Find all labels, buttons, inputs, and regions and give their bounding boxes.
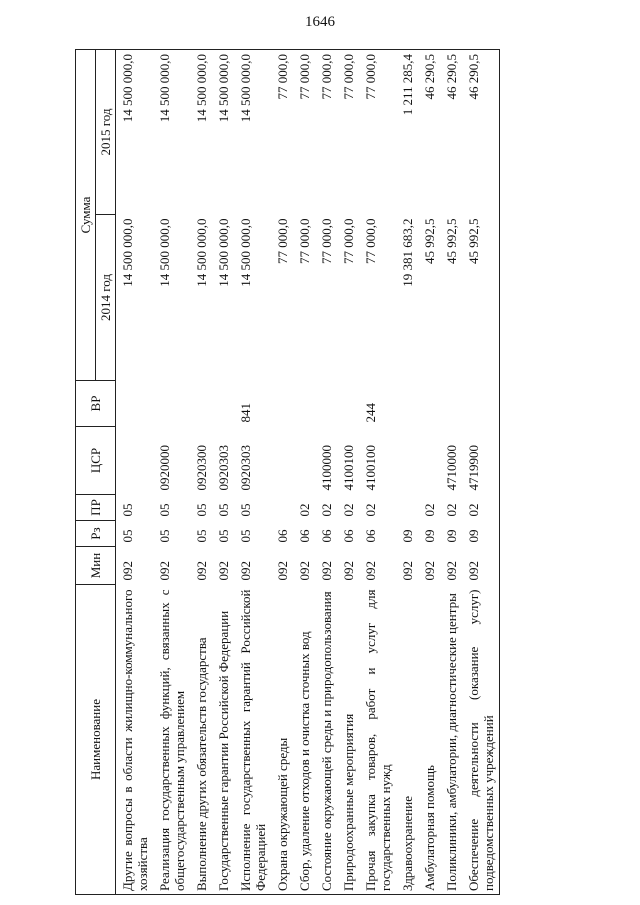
row-sum-2015: 46 290,5	[462, 50, 500, 215]
header-vr: ВР	[76, 381, 116, 427]
row-rz: 06	[363, 529, 378, 543]
row-min: 092	[422, 561, 437, 581]
row-pr: 02	[363, 503, 378, 517]
row-rz: 05	[216, 529, 231, 543]
table-body	[116, 50, 500, 895]
table-row	[190, 50, 212, 895]
row-sum-2014: 14 500 000,0	[194, 218, 209, 287]
row-pr: 02	[319, 503, 334, 517]
row-pr: 02	[422, 503, 437, 517]
table-row	[293, 50, 315, 895]
row-sum-2014: 14 500 000,0	[216, 218, 231, 287]
row-pr: 05	[120, 503, 135, 517]
row-sum-2014: 45 992,5	[462, 215, 500, 381]
row-pr: 02	[297, 503, 312, 517]
row-name: Поликлиники, амбулатории, диагностические центры	[440, 585, 462, 895]
table-row	[359, 50, 396, 895]
row-rz: 05	[194, 529, 209, 543]
row-vr	[293, 381, 315, 427]
row-name: Здравоохранение	[396, 585, 418, 895]
table-row	[418, 50, 440, 895]
row-rz: 05	[238, 529, 253, 543]
row-csr: 0920000	[157, 445, 172, 491]
row-sum-2014: 14 500 000,0	[157, 218, 172, 287]
header-csr: ЦСР	[76, 427, 116, 495]
row-vr	[315, 381, 337, 427]
row-pr: 05	[157, 503, 172, 517]
row-sum-2014: 77 000,0	[319, 218, 334, 264]
row-min: 092	[120, 561, 135, 581]
row-sum-2014: 77 000,0	[297, 218, 312, 264]
row-pr	[271, 495, 293, 521]
table-row	[462, 50, 500, 895]
row-rz: 06	[297, 529, 312, 543]
table-row	[116, 50, 154, 895]
row-min: 092	[194, 561, 209, 581]
budget-table-sheet	[75, 50, 570, 895]
header-year-2015: 2015 год	[96, 50, 116, 215]
row-sum-2015: 14 500 000,0	[153, 50, 190, 215]
row-csr	[271, 427, 293, 495]
row-pr: 05	[194, 503, 209, 517]
page-number: 1646	[305, 14, 335, 30]
row-csr: 4710000	[444, 445, 459, 491]
row-min: 092	[216, 561, 231, 581]
table-row	[271, 50, 293, 895]
row-csr: 4719900	[462, 427, 500, 495]
row-rz: 06	[319, 529, 334, 543]
row-rz: 09	[422, 529, 437, 543]
row-sum-2015: 77 000,0	[293, 50, 315, 215]
row-csr	[396, 427, 418, 495]
row-vr	[462, 381, 500, 427]
row-sum-2015: 77 000,0	[271, 50, 293, 215]
row-csr	[116, 427, 154, 495]
row-name: Амбулаторная помощь	[418, 585, 440, 895]
row-vr	[153, 381, 190, 427]
row-pr: 05	[238, 503, 253, 517]
header-min: Мин	[76, 547, 116, 585]
row-min: 092	[462, 547, 500, 585]
row-csr: 4100100	[341, 445, 356, 491]
row-sum-2015: 14 500 000,0	[116, 50, 154, 215]
row-name: Сбор, удаление отходов и очистка сточных вод	[293, 585, 315, 895]
row-vr	[212, 381, 234, 427]
row-rz: 09	[400, 529, 415, 543]
row-min: 092	[400, 561, 415, 581]
row-csr: 4100100	[363, 445, 378, 491]
table-row	[440, 50, 462, 895]
row-name: Обеспечение деятельности (оказание услуг) подведомственных учреждений	[462, 585, 500, 895]
row-csr: 4100000	[319, 445, 334, 491]
row-vr: 841	[238, 403, 253, 423]
row-min: 092	[341, 561, 356, 581]
row-min: 092	[275, 561, 290, 581]
row-pr: 02	[444, 503, 459, 517]
row-sum-2015: 46 290,5	[418, 50, 440, 215]
row-name: Охрана окружающей среды	[271, 585, 293, 895]
row-name: Выполнение других обязательств государства	[190, 585, 212, 895]
row-rz: 09	[444, 529, 459, 543]
row-pr: 02	[341, 503, 356, 517]
row-csr: 0920300	[194, 445, 209, 491]
row-rz: 06	[341, 529, 356, 543]
header-year-2014: 2014 год	[96, 215, 116, 381]
row-sum-2014: 14 500 000,0	[120, 218, 135, 287]
header-name: Наименование	[76, 585, 116, 895]
header-pr: ПР	[76, 495, 116, 521]
row-name: Исполнение государственных гарантий Российской Федерацией	[234, 585, 271, 895]
row-min: 092	[157, 561, 172, 581]
row-sum-2015: 77 000,0	[359, 50, 396, 215]
table-row	[315, 50, 337, 895]
row-vr	[116, 381, 154, 427]
header-sum: Сумма	[76, 50, 96, 381]
row-name: Реализация государственных функций, связанных с общегосударственным управлением	[153, 585, 190, 895]
budget-table	[75, 49, 500, 895]
row-sum-2015: 14 500 000,0	[234, 50, 271, 215]
row-csr	[293, 427, 315, 495]
row-name: Прочая закупка товаров, работ и услуг для государственных нужд	[359, 585, 396, 895]
row-sum-2015: 1 211 285,4	[396, 50, 418, 215]
table-row	[234, 50, 271, 895]
row-name: Государственные гарантии Российской Федерации	[212, 585, 234, 895]
row-name: Другие вопросы в области жилищно-коммунального хозяйства	[116, 585, 154, 895]
row-vr	[337, 381, 359, 427]
row-sum-2015: 46 290,5	[440, 50, 462, 215]
row-min: 092	[444, 561, 459, 581]
row-rz: 05	[120, 529, 135, 543]
row-vr	[396, 381, 418, 427]
row-sum-2014: 45 992,5	[444, 218, 459, 264]
row-sum-2014: 77 000,0	[363, 218, 378, 264]
row-sum-2014: 19 381 683,2	[400, 218, 415, 287]
row-min: 092	[319, 561, 334, 581]
row-sum-2015: 77 000,0	[315, 50, 337, 215]
table-row	[153, 50, 190, 895]
row-csr: 0920303	[238, 445, 253, 491]
header-rz: Рз	[76, 521, 116, 547]
row-rz: 05	[157, 529, 172, 543]
row-csr: 0920303	[216, 445, 231, 491]
row-rz: 06	[275, 529, 290, 543]
row-sum-2014: 77 000,0	[275, 218, 290, 264]
row-vr	[440, 381, 462, 427]
row-vr: 244	[363, 403, 378, 423]
row-pr: 02	[462, 495, 500, 521]
row-vr	[418, 381, 440, 427]
row-name: Состояние окружающей среды и природопользования	[315, 585, 337, 895]
row-sum-2015: 14 500 000,0	[212, 50, 234, 215]
row-min: 092	[363, 561, 378, 581]
row-sum-2014: 77 000,0	[341, 218, 356, 264]
table-row	[337, 50, 359, 895]
row-vr	[190, 381, 212, 427]
row-name: Природоохранные мероприятия	[337, 585, 359, 895]
row-pr: 05	[216, 503, 231, 517]
row-csr	[418, 427, 440, 495]
row-sum-2015: 14 500 000,0	[190, 50, 212, 215]
row-sum-2014: 45 992,5	[422, 218, 437, 264]
row-min: 092	[297, 561, 312, 581]
table-row	[212, 50, 234, 895]
row-min: 092	[238, 561, 253, 581]
row-rz: 09	[462, 521, 500, 547]
row-sum-2015: 77 000,0	[337, 50, 359, 215]
row-sum-2014: 14 500 000,0	[238, 218, 253, 287]
table-row	[396, 50, 418, 895]
row-vr	[271, 381, 293, 427]
row-pr	[396, 495, 418, 521]
